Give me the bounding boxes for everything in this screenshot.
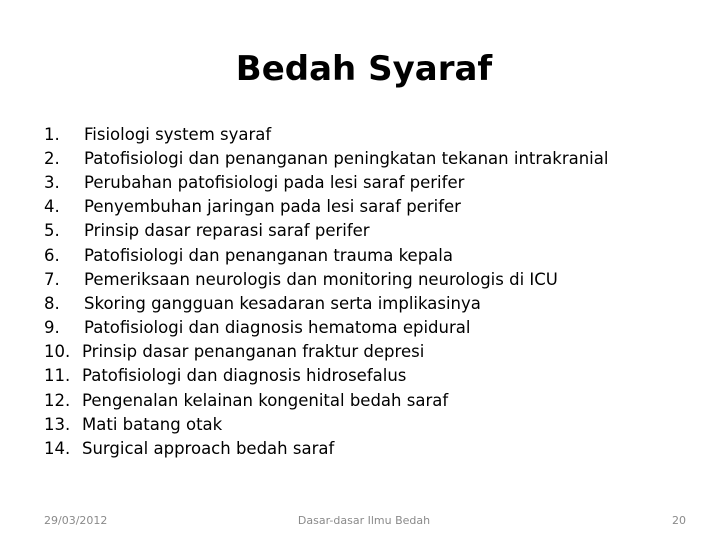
item-label: Fisiologi system syaraf <box>84 124 272 144</box>
list-item <box>44 267 608 291</box>
item-number: 6. <box>44 245 60 265</box>
item-label: Penyembuhan jaringan pada lesi saraf perifer <box>84 197 461 217</box>
list-item <box>44 436 608 460</box>
slide-title: Bedah Syaraf <box>235 49 493 89</box>
footer-title: Dasar-dasar Ilmu Bedah <box>297 514 431 527</box>
list-item <box>44 122 608 146</box>
page-number: 20 <box>672 514 686 527</box>
list-item <box>44 219 608 243</box>
item-number: 1. <box>44 124 60 144</box>
item-label: Patofisiologi dan diagnosis hematoma epidural <box>84 318 471 338</box>
item-number: 14. <box>44 439 71 459</box>
list-item <box>44 146 608 170</box>
list-item <box>44 170 608 194</box>
list-item <box>44 316 608 340</box>
item-label: Pengenalan kelainan kongenital bedah saraf <box>82 390 449 410</box>
list-item <box>44 388 608 412</box>
item-label: Prinsip dasar penanganan fraktur depresi <box>82 342 425 362</box>
list-item <box>44 364 608 388</box>
item-number: 12. <box>44 390 71 410</box>
item-label: Surgical approach bedah saraf <box>82 439 335 459</box>
item-number: 3. <box>44 172 60 192</box>
item-number: 4. <box>44 197 60 217</box>
topic-list <box>44 122 608 461</box>
item-label: Prinsip dasar reparasi saraf perifer <box>84 221 370 241</box>
item-label: Pemeriksaan neurologis dan monitoring neurologis di ICU <box>84 269 558 289</box>
item-label: Patofisiologi dan penanganan peningkatan tekanan intrakranial <box>84 148 609 168</box>
list-item <box>44 243 608 267</box>
item-number: 5. <box>44 221 60 241</box>
list-item <box>44 340 608 364</box>
item-number: 10. <box>44 342 71 362</box>
list-item <box>44 412 608 436</box>
item-number: 2. <box>44 148 60 168</box>
footer-date: 29/03/2012 <box>44 514 108 527</box>
list-item <box>44 195 608 219</box>
item-number: 13. <box>44 414 71 434</box>
item-number: 9. <box>44 318 60 338</box>
item-label: Skoring gangguan kesadaran serta implikasinya <box>84 293 481 313</box>
item-number: 7. <box>44 269 60 289</box>
item-label: Patofisiologi dan penanganan trauma kepala <box>84 245 453 265</box>
list-item <box>44 291 608 315</box>
item-label: Mati batang otak <box>82 414 223 434</box>
item-label: Patofisiologi dan diagnosis hidrosefalus <box>82 366 407 386</box>
item-label: Perubahan patofisiologi pada lesi saraf perifer <box>84 172 465 192</box>
item-number: 8. <box>44 293 60 313</box>
item-number: 11. <box>44 366 71 386</box>
